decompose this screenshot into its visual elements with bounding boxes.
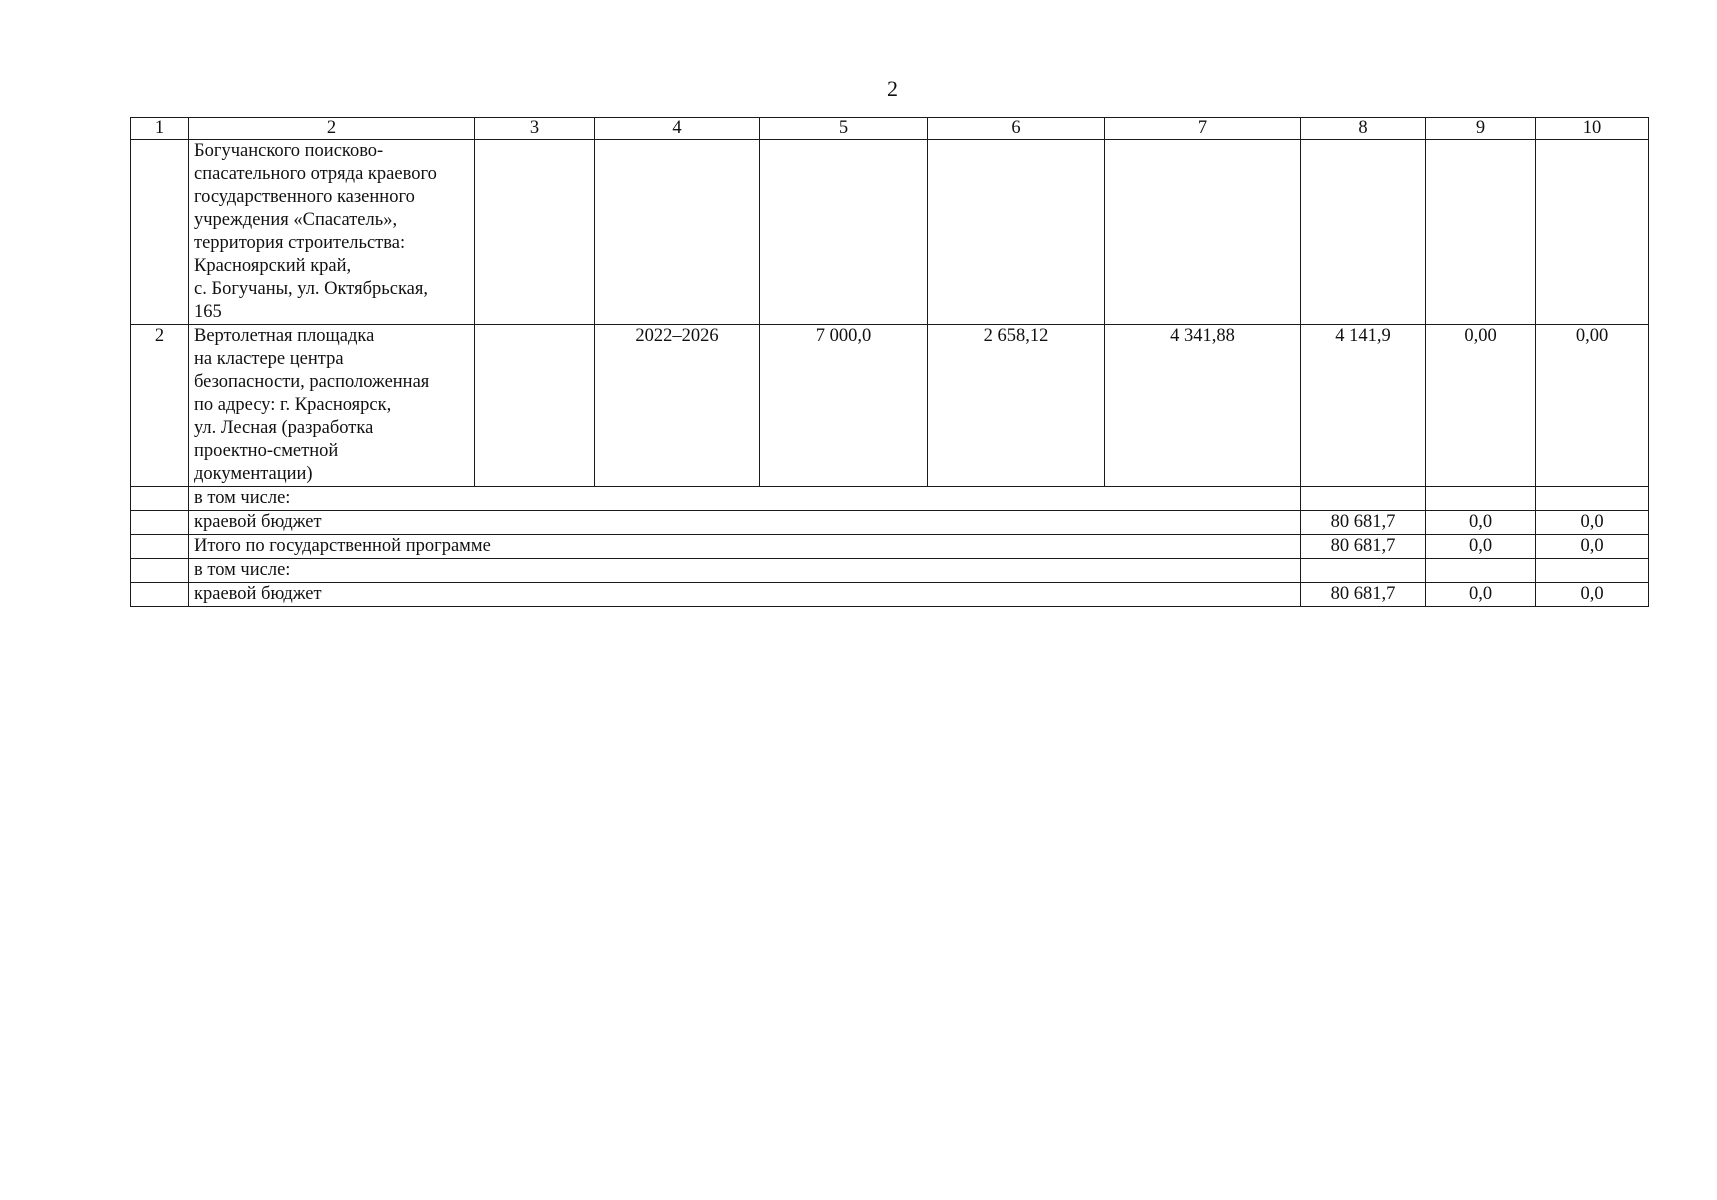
summary-label: в том числе: (189, 559, 1301, 583)
cell-col7 (1105, 140, 1301, 325)
header-cell: 8 (1301, 118, 1426, 140)
summary-label: краевой бюджет (189, 583, 1301, 607)
name-line: с. Богучаны, ул. Октябрьская, (194, 279, 429, 299)
cell-period: 2022–2026 (595, 325, 760, 487)
cell-col10 (1536, 140, 1649, 325)
header-cell: 2 (189, 118, 475, 140)
cell-col3 (475, 140, 595, 325)
name-line: 165 (194, 302, 222, 322)
name-line: ул. Лесная (разработка (194, 418, 374, 438)
summary-label: Итого по государственной программе (189, 535, 1301, 559)
cell-col10: 0,00 (1536, 325, 1649, 487)
summary-col9: 0,0 (1426, 511, 1536, 535)
summary-row (131, 487, 1649, 511)
budget-table (130, 117, 1649, 607)
header-row (131, 118, 1649, 140)
row-number: 2 (131, 325, 189, 487)
name-line: территория строительства: (194, 233, 406, 253)
cell-col4 (595, 140, 760, 325)
object-name (189, 140, 475, 325)
page-number: 2 (887, 76, 898, 101)
summary-col10: 0,0 (1536, 535, 1649, 559)
header-cell: 9 (1426, 118, 1536, 140)
name-line: по адресу: г. Красноярск, (194, 395, 392, 415)
cell-col8: 4 141,9 (1301, 325, 1426, 487)
cell-col6 (928, 140, 1105, 325)
summary-col10: 0,0 (1536, 583, 1649, 607)
header-cell: 10 (1536, 118, 1649, 140)
summary-row (131, 511, 1649, 535)
object-name (189, 325, 475, 487)
header-cell: 3 (475, 118, 595, 140)
name-line: проектно-сметной (194, 441, 339, 461)
name-line: документации) (194, 464, 313, 484)
summary-col9 (1426, 487, 1536, 511)
name-line: Красноярский край, (194, 256, 352, 276)
summary-col10 (1536, 559, 1649, 583)
header-cell: 5 (760, 118, 928, 140)
table-row (131, 325, 1649, 487)
summary-row (131, 535, 1649, 559)
summary-col9: 0,0 (1426, 535, 1536, 559)
name-line: Богучанского поисково- (194, 141, 384, 161)
header-cell: 1 (131, 118, 189, 140)
name-line: государственного казенного (194, 187, 415, 207)
summary-label: в том числе: (189, 487, 1301, 511)
summary-row (131, 583, 1649, 607)
summary-col10 (1536, 487, 1649, 511)
table-row (131, 140, 1649, 325)
cell-col9: 0,00 (1426, 325, 1536, 487)
summary-col9: 0,0 (1426, 583, 1536, 607)
summary-col8 (1301, 559, 1426, 583)
cell-col5 (760, 140, 928, 325)
summary-col10: 0,0 (1536, 511, 1649, 535)
summary-col8: 80 681,7 (1301, 511, 1426, 535)
cell-col3 (475, 325, 595, 487)
summary-col8: 80 681,7 (1301, 535, 1426, 559)
summary-label: краевой бюджет (189, 511, 1301, 535)
cell-col5: 7 000,0 (760, 325, 928, 487)
name-line: Вертолетная площадка (194, 326, 375, 346)
summary-col9 (1426, 559, 1536, 583)
header-cell: 6 (928, 118, 1105, 140)
summary-row (131, 559, 1649, 583)
name-line: спасательного отряда краевого (194, 164, 437, 184)
name-line: на кластере центра (194, 349, 344, 369)
cell-col8 (1301, 140, 1426, 325)
cell-col7: 4 341,88 (1105, 325, 1301, 487)
name-line: учреждения «Спасатель», (194, 210, 398, 230)
cell-col6: 2 658,12 (928, 325, 1105, 487)
row-number (131, 140, 189, 325)
name-line: безопасности, расположенная (194, 372, 430, 392)
header-cell: 7 (1105, 118, 1301, 140)
header-cell: 4 (595, 118, 760, 140)
cell-col9 (1426, 140, 1536, 325)
summary-col8: 80 681,7 (1301, 583, 1426, 607)
summary-col8 (1301, 487, 1426, 511)
